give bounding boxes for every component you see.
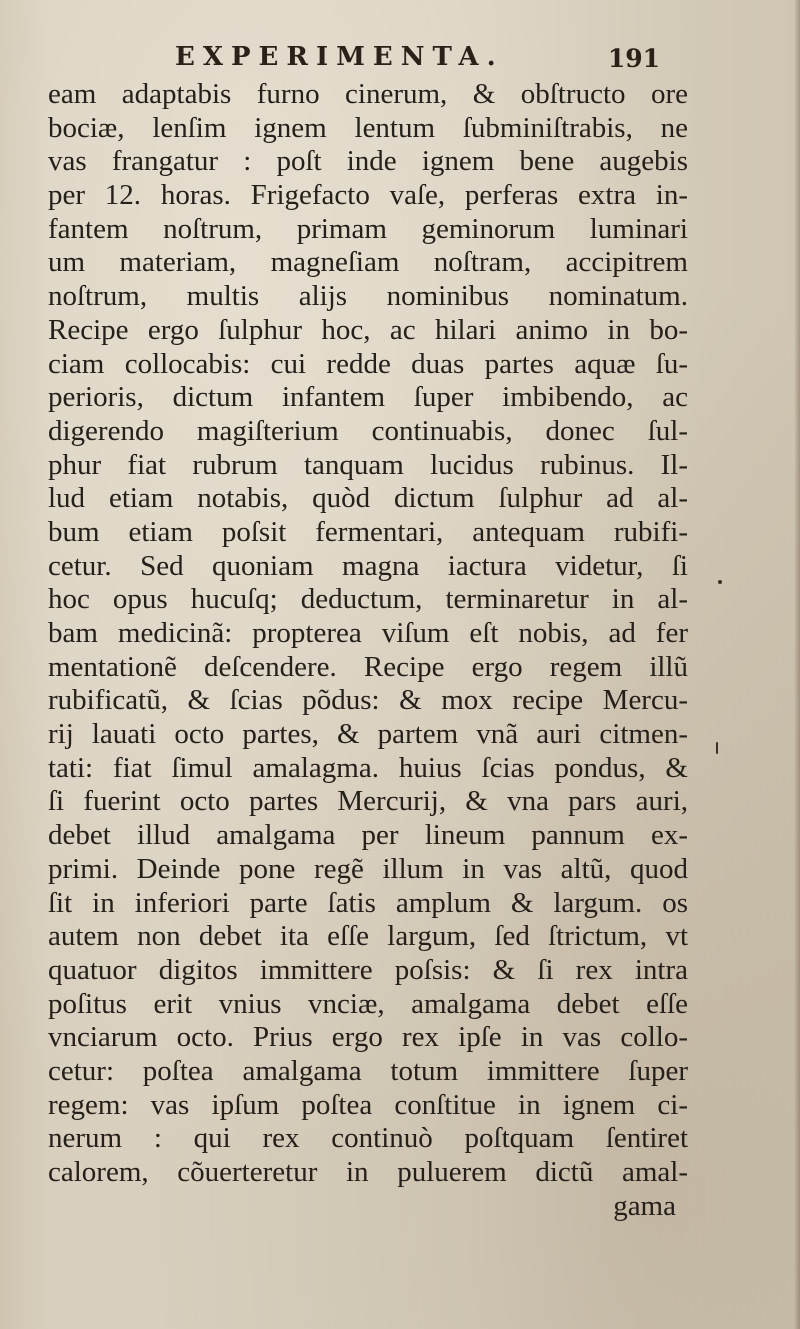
text-line: bum etiam poſsit fermentari, antequam rubifi- [48, 515, 688, 548]
text-line: um materiam, magneſiam noſtram, accipitrem [48, 246, 688, 279]
text-line: mentationẽ deſcendere. Recipe ergo regem illũ [48, 650, 688, 683]
body-text [48, 78, 688, 1223]
text-line: regem: vas ipſum poſtea conſtitue in ignem ci- [48, 1088, 688, 1121]
text-line: bociæ, lenſim ignem lentum ſubminiſtrabis, ne [48, 111, 688, 144]
text-line: quatuor digitos immittere poſsis: & ſi rex intra [48, 953, 688, 986]
text-line: noſtrum, multis alijs nominibus nominatum. [48, 280, 688, 313]
text-line: ſit in inferiori parte ſatis amplum & largum. os [48, 886, 688, 919]
ink-speck [718, 580, 722, 584]
text-line: ciam collocabis: cui redde duas partes aquæ ſu- [48, 347, 688, 380]
text-line: per 12. horas. Frigefacto vaſe, perferas extra in- [48, 179, 688, 212]
text-line: bam medicinã: propterea viſum eſt nobis, ad fer [48, 617, 688, 649]
ink-speck [716, 742, 718, 754]
text-line: fantem noſtrum, primam geminorum luminari [48, 212, 688, 245]
text-line: autem non debet ita eſſe largum, ſed ſtrictum, vt [48, 920, 688, 953]
text-line: cetur. Sed quoniam magna iactura videtur, ſi [48, 549, 688, 582]
text-line: rij lauati octo partes, & partem vnã auri citmen- [48, 718, 688, 751]
text-line: Recipe ergo ſulphur hoc, ac hilari animo in bo- [48, 313, 688, 346]
text-line: vas frangatur : poſt inde ignem bene augebis [48, 145, 688, 178]
text-line: poſitus erit vnius vnciæ, amalgama debet eſſe [48, 987, 688, 1020]
running-title: EXPERIMENTA. [175, 42, 504, 72]
text-line: perioris, dictum infantem ſuper imbibendo, ac [48, 381, 688, 414]
text-line: debet illud amalgama per lineum pannum ex- [48, 819, 688, 852]
text-line: tati: fiat ſimul amalagma. huius ſcias pondus, & [48, 751, 688, 784]
text-line: cetur: poſtea amalgama totum immittere ſuper [48, 1054, 688, 1087]
text-line: primi. Deinde pone regẽ illum in vas altũ, quod [48, 852, 688, 885]
catchword: gama [613, 1189, 676, 1222]
page-edge-shadow [794, 0, 800, 1329]
text-line: eam adaptabis furno cinerum, & obſtructo ore [48, 78, 688, 110]
page-number: 191 [607, 44, 660, 73]
text-line: vnciarum octo. Prius ergo rex ipſe in vas collo- [48, 1021, 688, 1054]
text-line: digerendo magiſterium continuabis, donec ſul- [48, 414, 688, 447]
text-line: ſi fuerint octo partes Mercurij, & vna pars auri, [48, 785, 688, 818]
text-line: calorem, cõuerteretur in puluerem dictũ amal- [48, 1156, 688, 1188]
text-line: rubificatũ, & ſcias põdus: & mox recipe Mercu- [48, 684, 688, 717]
text-line: phur fiat rubrum tanquam lucidus rubinus. Il- [48, 448, 688, 481]
text-line: nerum : qui rex continuò poſtquam ſentiret [48, 1122, 688, 1155]
text-line: hoc opus hucuſq; deductum, terminaretur in al- [48, 583, 688, 616]
text-line: lud etiam notabis, quòd dictum ſulphur ad al- [48, 482, 688, 515]
